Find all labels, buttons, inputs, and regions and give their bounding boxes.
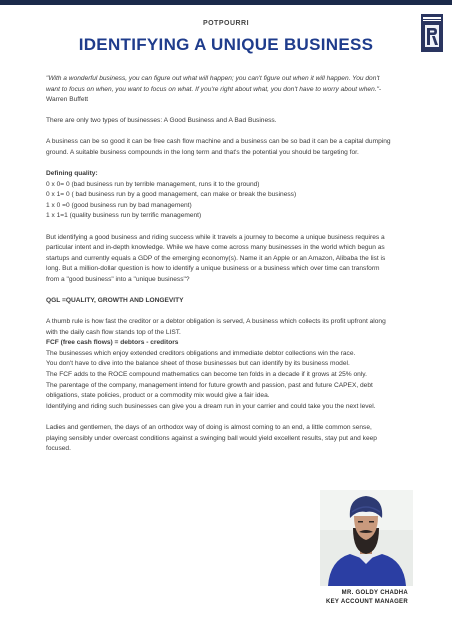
paragraph-line: A business can be so good it can be free cash flow machine and a business can be so bad it can be a capital dumping [46, 138, 391, 146]
quote-line: "With a wonderful business, you can figure out what will happen; you can't figure out when it will happen. You don't [46, 75, 380, 82]
paragraph-line: The FCF adds to the ROCE compound mathematics can become ten folds in a decade if it grows at 25% only. [46, 371, 367, 379]
top-bar [0, 0, 452, 5]
author-photo [320, 490, 413, 586]
fcf-formula: FCF (free cash flows) = debtors - creditors [46, 339, 179, 347]
quote-author: Warren Buffett [46, 96, 89, 104]
paragraph-line: You don't have to dive into the balance sheet of those businesses but can identify by its business model. [46, 360, 350, 368]
paragraph-line: playing sensibly under overcast conditions against a swinging ball would yield excellent results, stay put and keep [46, 434, 377, 442]
paragraph-line: Ladies and gentlemen, the days of an orthodox way of doing is almost coming to an end, a little common sense, [46, 423, 372, 431]
paragraph-line: focused. [46, 445, 71, 453]
section-kicker: POTPOURRI [202, 20, 250, 27]
quality-item: 0 x 1= 0 ( bad business run by a good management, can make or break the business) [46, 191, 297, 199]
paragraph-line: startups and currently equals a GDP of the emerging economy(s). Name it an Apple or an Amazon, Alibaba the list is [46, 254, 386, 262]
quality-item: 1 x 1=1 (quality business run by terrific management) [46, 212, 202, 220]
paragraph-line: The businesses which enjoy extended creditors obligations and immediate debtor collections win the race. [46, 349, 356, 357]
quality-heading: Defining quality: [46, 170, 98, 178]
paragraph-line: long. But a million-dollar question is how to identify a unique business or a business which over time can transform [46, 265, 380, 273]
paragraph-line: particular intent and in-depth knowledge. While we have come across many businesses in the world which begun as [46, 244, 385, 252]
paragraph-line: Identifying and riding such businesses can give you a dream run in your carrier and could take you the next level. [46, 402, 376, 410]
quote-line: want to focus on when, you want to focus on what. If you're right about what, you don't have to worry about when."- [46, 85, 382, 93]
quality-item: 1 x 0 =0 (good business run by bad management) [46, 201, 192, 209]
page-title: IDENTIFYING A UNIQUE BUSINESS [78, 35, 374, 54]
paragraph-line: The parentage of the company, management intend for future growth and passion, past and future CAPEX, debt [46, 381, 373, 389]
paragraph-line: But identifying a good business and riding success while it travels a journey to become a unique business requires a [46, 233, 385, 241]
author-role: KEY ACCOUNT MANAGER [325, 599, 408, 605]
paragraph-line: from a "good business" into a "unique business"? [46, 275, 190, 283]
author-signature [300, 589, 408, 607]
publication-logo-icon [421, 14, 443, 52]
paragraph-line: A thumb rule is how fast the creditor or a debtor obligation is served, A business which collects its profit upfront along [46, 318, 386, 326]
paragraph-line: ground. A suitable business compounds in the long term and that's the potential you should be targeting for. [46, 148, 359, 156]
article-body [46, 74, 408, 455]
quality-item: 0 x 0= 0 (bad business run by terrible management, runs it to the ground) [46, 180, 260, 188]
paragraph-business-types: There are only two types of businesses: A Good Business and A Bad Business. [46, 117, 277, 125]
qgl-heading: QGL =QUALITY, GROWTH AND LONGEVITY [46, 297, 184, 304]
paragraph-line: with the daily cash flow stands top of the LIST. [46, 328, 181, 336]
author-name: MR. GOLDY CHADHA [341, 590, 408, 596]
paragraph-line: obligations, state policies, product or a commodity mix would give a fair idea. [46, 392, 270, 400]
